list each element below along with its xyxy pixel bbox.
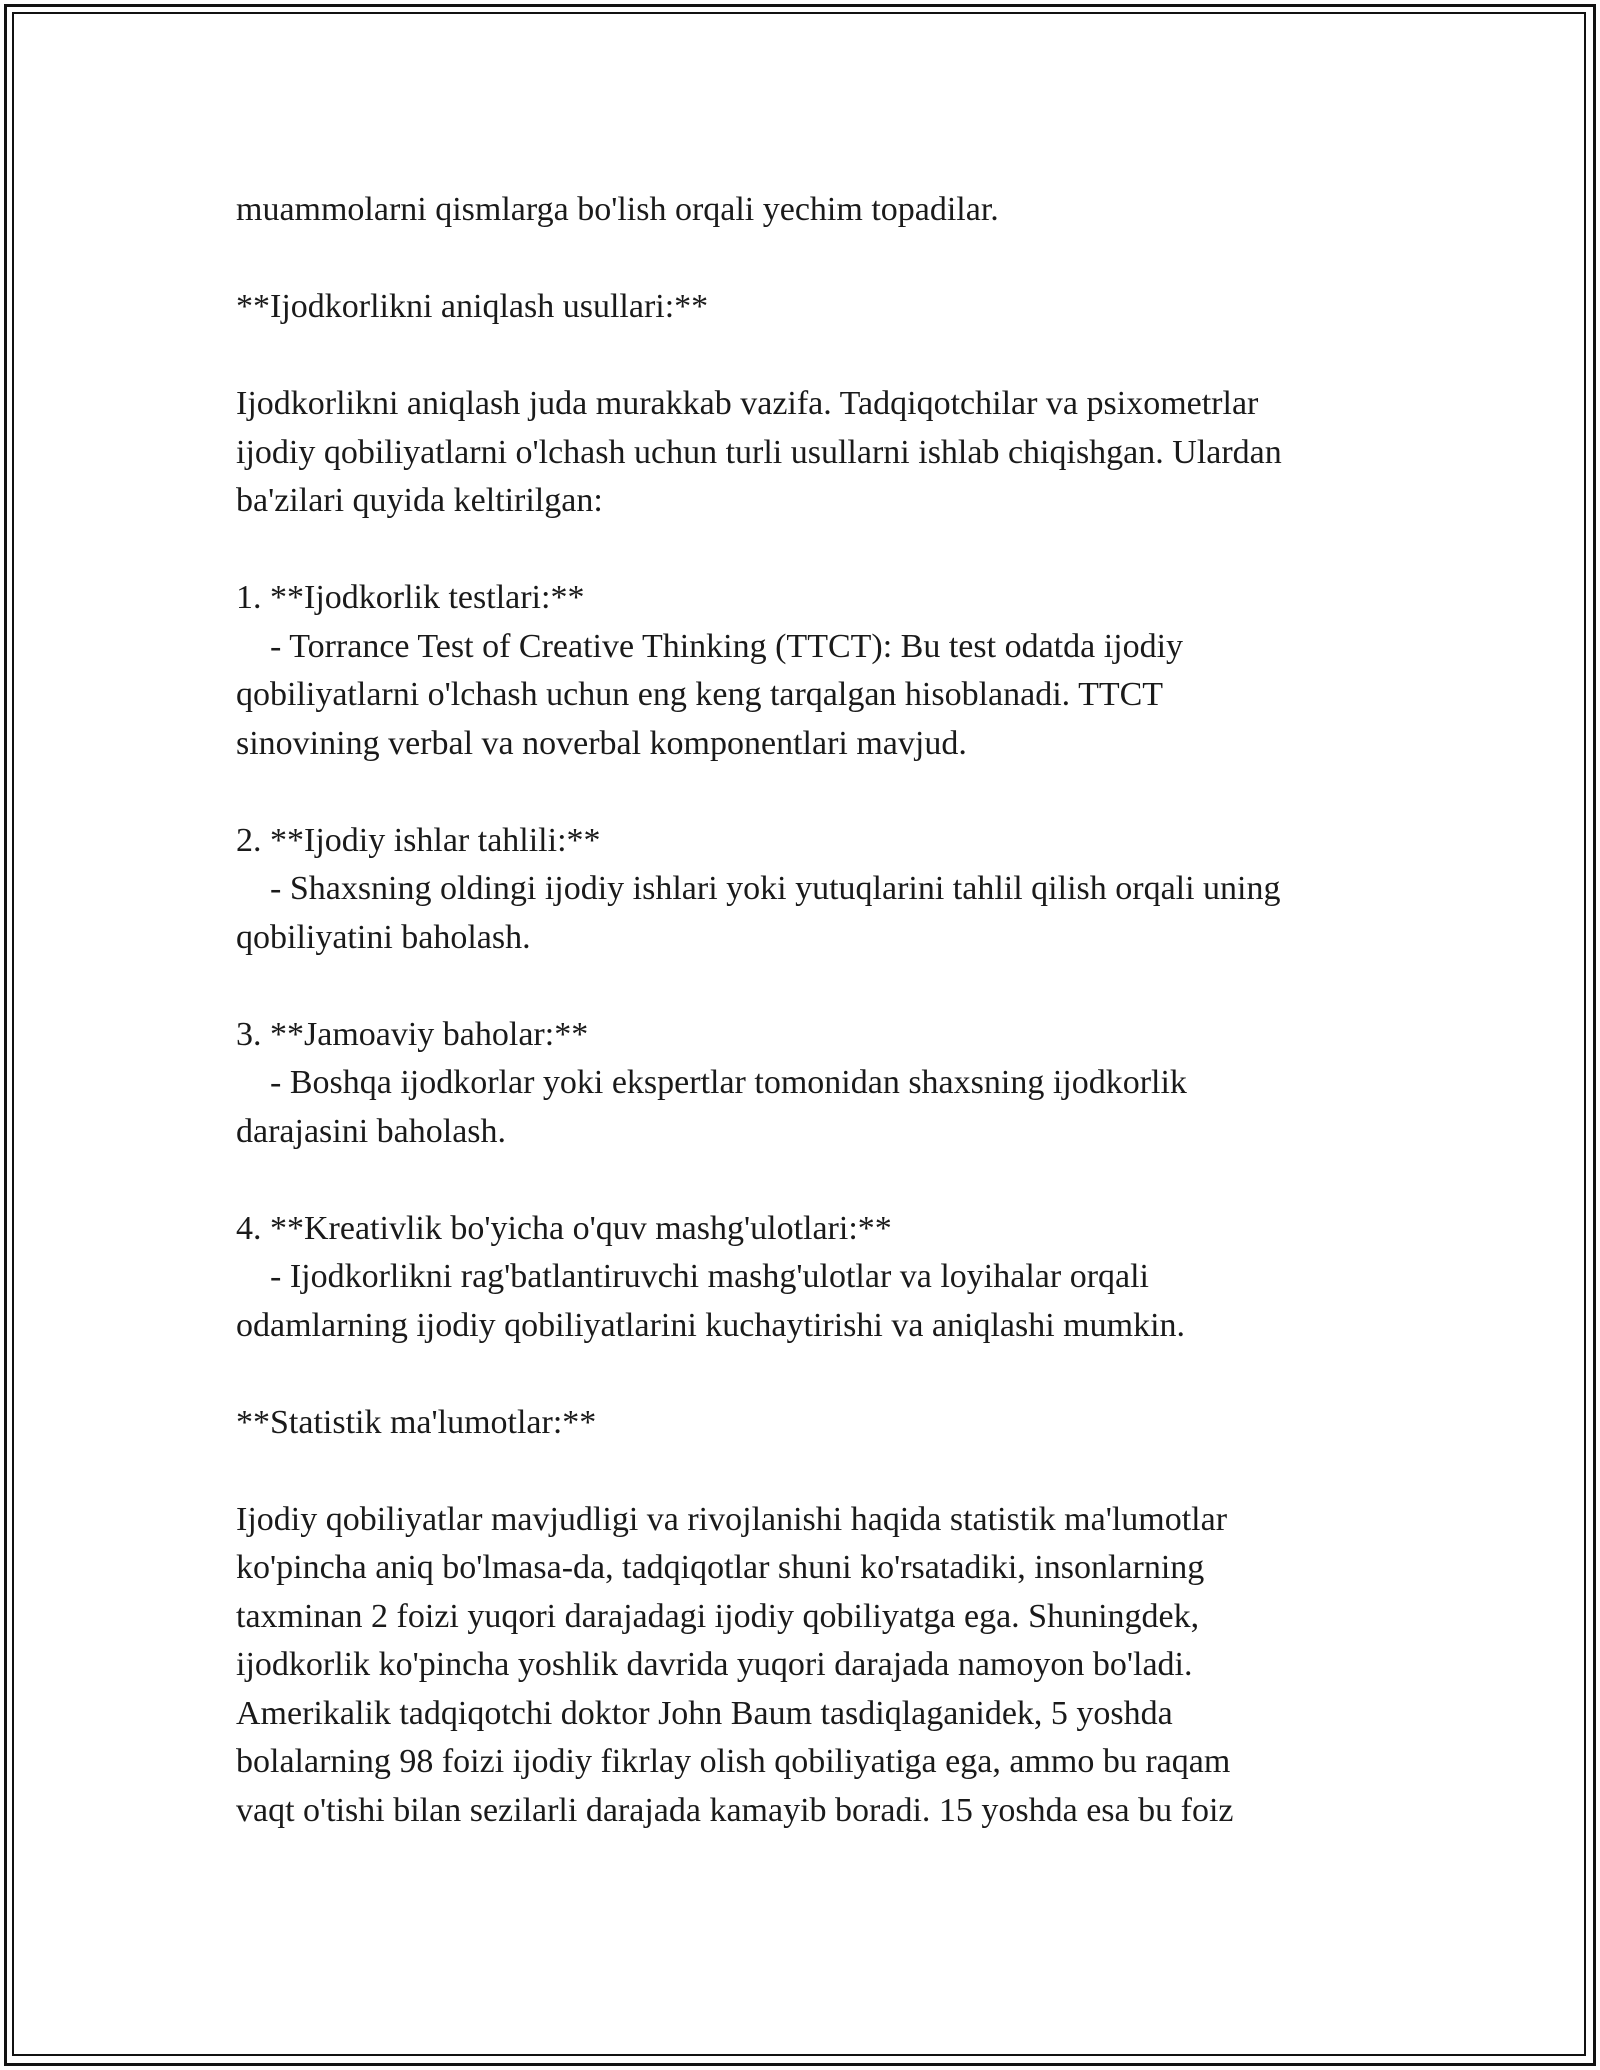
text-line: ijodiy qobiliyatlarni o'lchash uchun turli usullarni ishlab chiqishgan. Ulardan xyxy=(236,433,1282,471)
list-item-text: darajasini baholash. xyxy=(236,1112,507,1150)
text-line: muammolarni qismlarga bo'lish orqali yechim topadilar. xyxy=(236,191,999,228)
text-line: ba'zilari quyida keltirilgan: xyxy=(236,482,603,519)
list-item-text: - Boshqa ijodkorlar yoki ekspertlar tomonidan shaxsning ijodkorlik xyxy=(236,1064,1187,1101)
list-item-text: - Torrance Test of Creative Thinking (TTCT): Bu test odatda ijodiy xyxy=(236,627,1184,665)
list-item-text: - Shaxsning oldingi ijodiy ishlari yoki yutuqlarini tahlil qilish orqali uning xyxy=(236,870,1281,907)
blank-line xyxy=(236,235,1386,284)
blank-line xyxy=(236,962,1386,1011)
blank-line xyxy=(236,768,1386,817)
blank-line xyxy=(236,1447,1386,1496)
text-line: Ijodkorlikni aniqlash juda murakkab vazifa. Tadqiqotchilar va psixometrlar xyxy=(236,385,1259,422)
text-line: ko'pincha aniq bo'lmasa-da, tadqiqotlar shuni ko'rsatadiki, insonlarning xyxy=(236,1549,1205,1586)
text-line: Amerikalik tadqiqotchi doktor John Baum tasdiqlaganidek, 5 yoshda xyxy=(236,1694,1173,1732)
text-line: taxminan 2 foizi yuqori darajadagi ijodiy qobiliyatga ega. Shuningdek, xyxy=(236,1597,1200,1635)
list-item-text: sinovining verbal va noverbal komponentlari mavjud. xyxy=(236,724,967,762)
list-item-heading-2: 2. **Ijodiy ishlar tahlili:** xyxy=(236,821,601,859)
list-item-text: qobiliyatlarni o'lchash uchun eng keng tarqalgan hisoblanadi. TTCT xyxy=(236,676,1164,713)
text-line: Ijodiy qobiliyatlar mavjudligi va rivojlanishi haqida statistik ma'lumotlar xyxy=(236,1500,1228,1538)
list-item-text: odamlarning ijodiy qobiliyatlarini kuchaytirishi va aniqlashi mumkin. xyxy=(236,1306,1186,1344)
list-item-heading-4: 4. **Kreativlik bo'yicha o'quv mashg'ulotlari:** xyxy=(236,1209,892,1247)
list-item-text: - Ijodkorlikni rag'batlantiruvchi mashg'ulotlar va loyihalar orqali xyxy=(236,1258,1150,1295)
section-heading-statistics: **Statistik ma'lumotlar:** xyxy=(236,1403,597,1441)
section-heading-methods: **Ijodkorlikni aniqlash usullari:** xyxy=(236,288,709,325)
document-body xyxy=(236,186,1386,1835)
blank-line xyxy=(236,526,1386,575)
blank-line xyxy=(236,1156,1386,1205)
list-item-heading-1: 1. **Ijodkorlik testlari:** xyxy=(236,579,585,616)
list-item-heading-3: 3. **Jamoaviy baholar:** xyxy=(236,1015,589,1053)
blank-line xyxy=(236,1350,1386,1399)
blank-line xyxy=(236,332,1386,381)
list-item-text: qobiliyatini baholash. xyxy=(236,918,531,956)
text-line: vaqt o'tishi bilan sezilarli darajada kamayib boradi. 15 yoshda esa bu foiz xyxy=(236,1791,1234,1829)
text-line: bolalarning 98 foizi ijodiy fikrlay olish qobiliyatiga ega, ammo bu raqam xyxy=(236,1743,1231,1780)
text-line: ijodkorlik ko'pincha yoshlik davrida yuqori darajada namoyon bo'ladi. xyxy=(236,1646,1193,1683)
